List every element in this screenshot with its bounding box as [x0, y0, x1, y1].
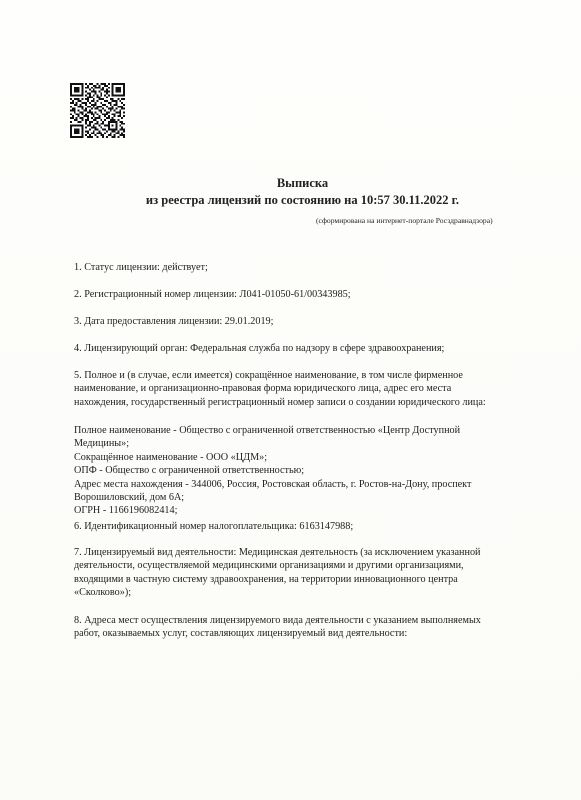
- license-status: 1. Статус лицензии: действует;: [74, 262, 208, 273]
- text-line: деятельности, осуществляемой медицинскими организациями и другими организациями,: [74, 560, 464, 572]
- registration-number: 2. Регистрационный номер лицензии: Л041-01050-61/00343985;: [74, 289, 351, 300]
- full-name-line: Медицины»;: [74, 438, 130, 450]
- company-details: [74, 424, 524, 518]
- taxpayer-id: 6. Идентификационный номер налогоплательщика: 6163147988;: [74, 521, 354, 532]
- activity-addresses-heading: [74, 614, 524, 641]
- qr-code-icon: [70, 83, 125, 138]
- text-line: 8. Адреса мест осуществления лицензируемого вида деятельности с указанием выполняемых: [74, 615, 481, 626]
- text-line: «Сколково»);: [74, 587, 132, 599]
- license-date: 3. Дата предоставления лицензии: 29.01.2019;: [74, 316, 274, 327]
- document-subtitle: из реестра лицензий по состоянию на 10:57 30.11.2022 г.: [145, 193, 460, 207]
- text-line: наименование, и организационно-правовая форма юридического лица, адрес его места: [74, 383, 452, 395]
- document-title: Выписка: [276, 176, 329, 190]
- text-line: нахождения, государственный регистрационный номер записи о создании юридического лица:: [74, 396, 486, 408]
- licensing-authority: 4. Лицензирующий орган: Федеральная служба по надзору в сфере здравоохранения;: [74, 343, 445, 354]
- short-name-line: Сокращённое наименование - ООО «ЦДМ»;: [74, 451, 268, 463]
- ogrn-line: ОГРН - 1166196082414;: [74, 505, 178, 517]
- full-name-line: Полное наименование - Общество с ограниченной ответственностью «Центр Доступной: [74, 425, 461, 436]
- text-line: 5. Полное и (в случае, если имеется) сокращённое наименование, в том числе фирменное: [74, 370, 463, 381]
- licensed-activity: [74, 546, 524, 600]
- source-note: (сформирована на интернет-портале Росздравнадзора): [316, 216, 493, 225]
- text-line: входящими в частную систему здравоохранения, на территории инновационного центра: [74, 573, 458, 585]
- address-line: Адрес места нахождения - 344006, Россия, Ростовская область, г. Ростов-на-Дону, проспект: [74, 478, 472, 490]
- organization-info-heading: [74, 369, 524, 409]
- address-line: Ворошиловский, дом 6А;: [74, 492, 185, 504]
- legal-form-line: ОПФ - Общество с ограниченной ответственностью;: [74, 465, 305, 477]
- text-line: работ, оказываемых услуг, составляющих лицензируемый вид деятельности:: [74, 628, 408, 640]
- text-line: 7. Лицензируемый вид деятельности: Медицинская деятельность (за исключением указанной: [74, 547, 481, 558]
